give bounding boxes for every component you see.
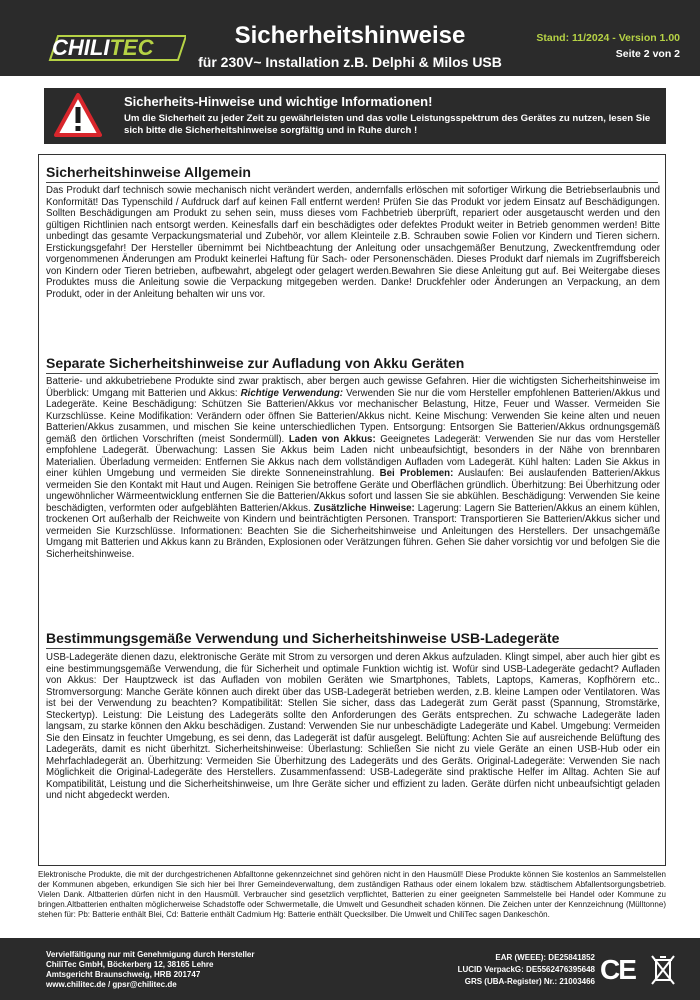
weee-bin-icon [650, 952, 676, 986]
page-title: Sicherheitshinweise [234, 22, 466, 49]
ce-mark-icon: CE [600, 954, 635, 985]
page-subtitle: für 230V~ Installation z.B. Delphi & Milos USB [198, 54, 502, 70]
footer-registration-info: EAR (WEEE): DE25841852 LUCID VerpackG: DE5562476395648 GRS (UBA-Register) Nr.: 21003466 [457, 953, 595, 986]
page-number: Seite 2 von 2 [615, 48, 680, 60]
page-header [0, 0, 700, 76]
logo-chili-text: CHILI [52, 35, 110, 60]
section-divider [46, 182, 658, 183]
disposal-notice: Elektronische Produkte, die mit der durchgestrichenen Abfalltonne gekennzeichnet sind gehören nicht in den Hausmüll! Diese Produkte können Sie kostenlos an Sammelstellen der Kommunen abgeben, erkundigen Sie sich hier bei Ihrer Gemeindeverwaltung, dem zuständigen Rathaus oder einem lokalem bzw. städtischem Abfallentsorgungsbetrieb. Vielen Dank. Altbatterien dürfen nicht in den Hausmüll. Verbraucher sind gesetzlich verpflichtet, Batterien zu einer geeigneten Sammelstelle bei Handel oder Kommune zu bringen.Altbatterien enthalten möglicherweise Schadstoffe oder Schwermetalle, die Umwelt und Gesundheit schaden können. Die Zeichen unter der Kennzeichnung (Mülltonne) stehen für: Pb: Batterie enthält Blei, Cd: Batterie enthält Cadmium Hg: Batterie enthält Quecksilber. Die Umwelt und ChiliTec sagen Dankeschön. [38, 870, 666, 919]
footer-company-info: Vervielfältigung nur mit Genehmigung durch Hersteller ChiliTec GmbH, Böckerberg 12, 38165 Lehre Amtsgericht Braunschweig, HRB 201747 www.chilitec.de / gpsr@chilitec.de [46, 950, 255, 989]
footer-icons [600, 952, 680, 988]
warning-title: Sicherheits-Hinweise und wichtige Informationen! [124, 94, 433, 109]
section-divider [46, 373, 658, 374]
warning-banner [44, 88, 666, 144]
section-title-usb: Bestimmungsgemäße Verwendung und Sicherheitshinweise USB-Ladegeräte [46, 630, 560, 646]
section-text-usb: USB-Ladegeräte dienen dazu, elektronische Geräte mit Strom zu versorgen und deren Akkus aufzuladen. Klingt simpel, aber auch hier gibt es eine bestimmungsgemäße Verwendung, die für Sicherheit und optimale Funktion wichtig ist. Wofür sind USB-Ladegeräte gedacht? Aufladen von Akkus: Der Hauptzweck ist das Aufladen von mobilen Geräten wie Smartphones, Tablets, Laptops, Kameras, Kopfhörern etc.. Stromversorgung: Manche Geräte können auch direkt über das USB-Ladegerät betrieben werden, z.B. kleine Lampen oder Ventilatoren. Was ist bei der Verwendung zu beachten? Kompatibilität: Stellen Sie sicher, dass das Ladegerät zum Gerät passt (Spannung, Stromstärke, Steckertyp). Leistung: Die Leistung des Ladegeräts sollte den Anforderungen des Geräts entsprechen. Zu schwache Ladegeräte laden langsam, zu starke können den Akku beschädigen. Zustand: Verwenden Sie nur unbeschädigte Ladegeräte und Kabel. Umgebung: Vermeiden Sie den Einsatz in feuchter Umgebung, es sei denn, das Ladegerät ist dafür ausgelegt. Belüftung: Achten Sie auf ausreichende Belüftung des Ladegeräts, damit es nicht überhitzt. Sicherheitshinweise: Überlastung: Schließen Sie nicht zu viele Geräte an einen USB-Hub oder ein Mehrfachladegerät an. Überhitzung: Vermeiden Sie Überhitzung des Ladegeräts und des Geräts. Original-Ladegeräte: Verwenden Sie nach Möglichkeit die Original-Ladegeräte des Herstellers. Zusammenfassend: USB-Ladegeräte sind praktische Helfer im Alltag. Achten Sie auf Kompatibilität, Leistung und die Sicherheitshinweise, um Ihre Geräte sicher und effizient zu laden. Geräte dürfen nicht unbeaufsichtigt geladen und nicht abgedeckt werden. [46, 652, 660, 801]
section-title-akku: Separate Sicherheitshinweise zur Aufladung von Akku Geräten [46, 355, 465, 371]
warning-text: Um die Sicherheit zu jeder Zeit zu gewährleisten und das volle Leistungsspektrum des Gerätes zu nutzen, lesen Sie sich bitte die Sicherheitshinweise sorgfältig und in Ruhe durch ! [124, 113, 651, 136]
section-text-akku: Batterie- und akkubetriebene Produkte sind zwar praktisch, aber bergen auch gewisse Gefahren. Hier die wichtigsten Sicherheitshinweise im Überblick: Umgang mit Batterien und Akkus: Richtige Verwendung: Verwenden Sie nur die vom Hersteller empfohlenen Batterien/Akkus und Ladegeräte. Keine Beschädigung: Schützen Sie Batterien/Akkus vor mechanischer Belastung, Hitze, Feuer und Wasser. Vermeiden Sie Kurzschlüsse. Keine Modifikation: Verändern oder öffnen Sie Batterien/Akkus nicht. Keine Mischung: Verwenden Sie keine alten und neuen Batterien/Akkus zusammen, und mischen Sie keine unterschiedlichen Typen. Entsorgung: Entsorgen Sie Batterien/Akkus ordnungsgemäß gemäß den örtlichen Vorschriften (meist Sondermüll). Laden von Akkus: Geeignetes Ladegerät: Verwenden Sie nur das vom Hersteller empfohlene Ladegerät. Überwachung: Lassen Sie Akkus beim Laden nicht unbeaufsichtigt, besonders in der Nähe von brennbaren Materialien. Überladung vermeiden: Entfernen Sie Akkus nach dem vollständigen Aufladen vom Ladegerät. Kühl halten: Laden Sie Akkus in einer kühlen Umgebung und vermeiden Sie direkte Sonneneinstrahlung. Bei Problemen: Auslaufen: Bei auslaufenden Batterien/Akkus vermeiden Sie den Kontakt mit Haut und Augen. Reinigen Sie betroffene Geräte und Oberflächen gründlich. Überhitzung: Bei Überhitzung oder ungewöhnlicher Wärmeentwicklung entfernen Sie die Batterien/Akkus sofort und lassen Sie sie abkühlen. Beschädigung: Verwenden Sie keine beschädigten, verformten oder aufgeblähten Batterien/Akkus. Zusätzliche Hinweise: Lagerung: Lagern Sie Batterien/Akkus an einem kühlen, trockenen Ort außerhalb der Reichweite von Kindern und beinträchtigten Personen. Transport: Transportieren Sie Batterien/Akkus sicher und vermeiden Sie Kurzschlüsse. Informationen: Beachten Sie die Sicherheitshinweise und Anleitungen des Herstellers. Der unsachgemäße Umgang mit Batterien und Akkus kann zu Bränden, Explosionen oder Verätzungen führen. Gehen Sie daher vorsichtig vor und befolgen Sie die Sicherheitshinweise. [46, 376, 661, 560]
section-text-general: Das Produkt darf technisch sowie mechanisch nicht verändert werden, andernfalls erlöschen mit sofortiger Wirkung die Betriebserlaubnis und Konformität! Das Typenschild / Aufdruck darf auf keinen Fall entfernt werden! Prüfen Sie das Produkt vor jedem Einsatz auf Beschädigungen. Sollten Beschädigungen am Produkt zu sehen sein, muss dieses vom Fachbetrieb überprüft, repariert oder ausgetauscht werden und den gültigen Richtlinien nach entsorgt werden. Keinesfalls darf ein beschädigtes oder defektes Produkt weiter in Betrieb genommen werden! Bitte unbedingt das gesamte Verpackungsmaterial und Zubehör, vor allem Kleinteile z.B. Schrauben sowie Folien vor Kindern und Tieren sichern. Erstickungsgefahr! Der Hersteller übernimmt bei Nichtbeachtung der Anleitung oder unsachgemäßer Benutzung, Zweckentfremdung oder vorgenommenen Änderungen am Produkt keinerlei Haftung für Sach- oder Personenschäden. Dieses Produkt darf niemals im Zugriffsbereich von Kindern oder Tieren betrieben, aufbewahrt, abgelegt oder gelagert werden.Bewahren Sie diese Anleitung gut auf. Bei Weitergabe dieses Produktes muss die Anleitung sowie die Verpackung mitgegeben werden. Danke! Druckfehler oder Änderungen an Verpackung, an dem Produkt, oder in der Anleitung behalten wir uns vor. [46, 185, 660, 300]
section-title-general: Sicherheitshinweise Allgemein [46, 164, 251, 180]
page-footer [0, 938, 700, 1000]
section-divider [46, 648, 658, 649]
warning-triangle-icon [54, 93, 102, 137]
version-label: Stand: 11/2024 - Version 1.00 [536, 32, 680, 44]
logo-tec-text: TEC [109, 35, 154, 60]
